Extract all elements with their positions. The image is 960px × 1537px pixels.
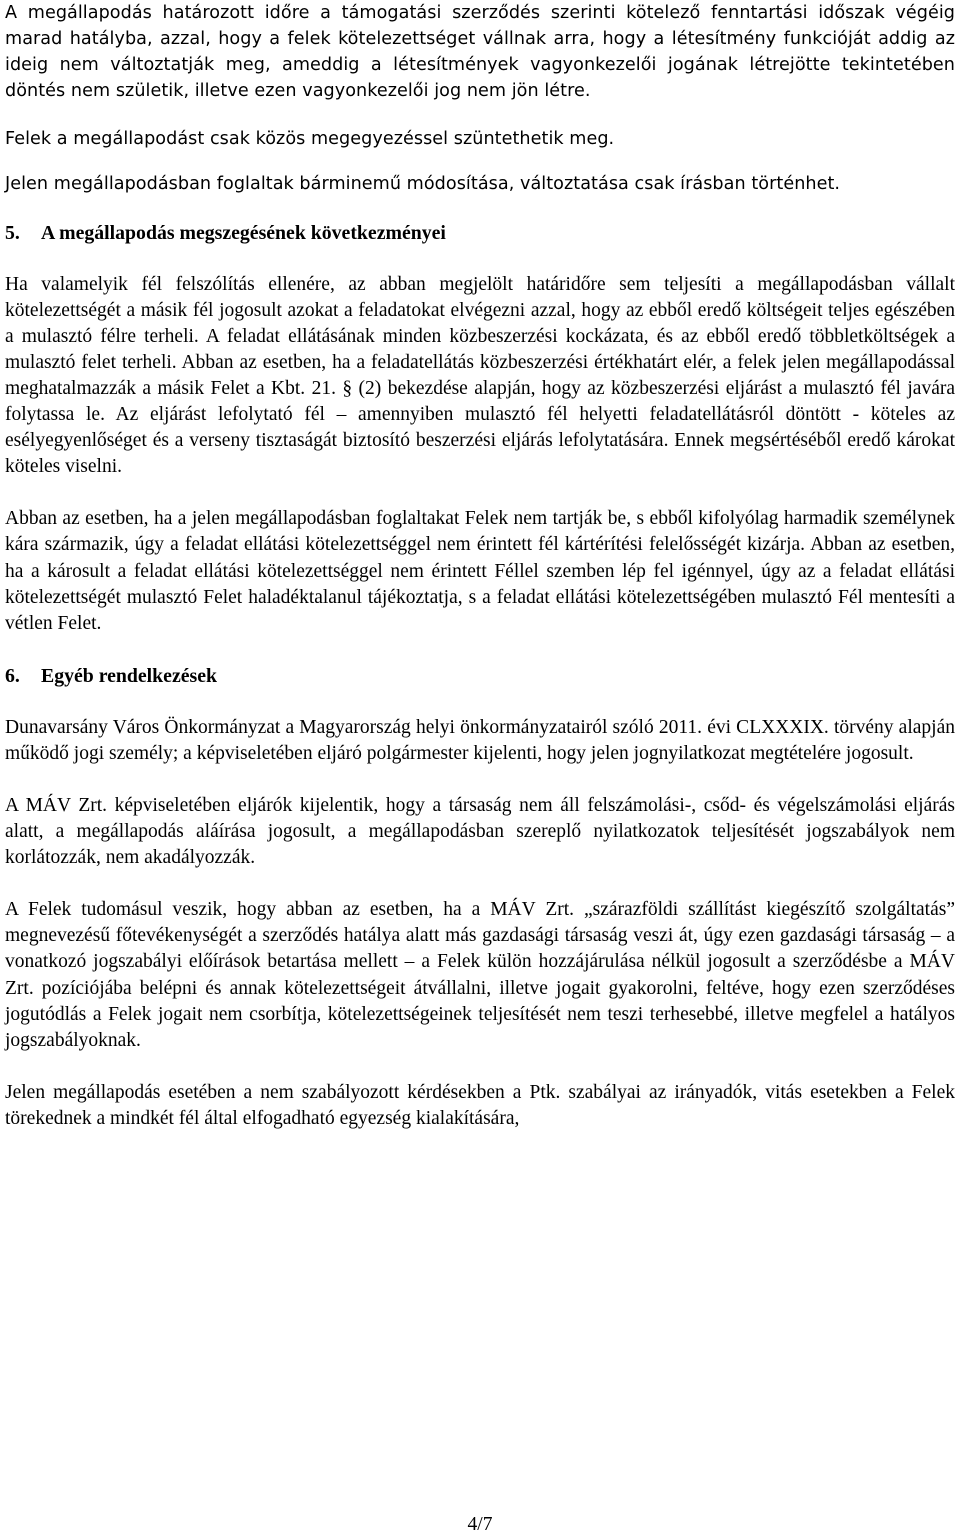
section-5-paragraph-1: Ha valamelyik fél felszólítás ellenére, az abban megjelölt határidőre sem teljesíti a megállapodásban vállalt kötelezettségét a másik fél jogosult azokat a feladatokat elvégezni azzal, hogy az ebből eredő költségeit teljes egészében a mulasztó félre terheli. A feladat ellátásának minden közbeszerzési kockázata, és az ebből eredő többletköltségek a mulasztó felet terheli. Abban az esetben, ha a feladatellátás közbeszerzési értékhatárt elér, a felek jelen megállapodással meghatalmazzák a másik Felet a Kbt. 21. § (2) bekezdése alapján, hogy az közbeszerzési eljárást a mulasztó fél javára folytassa le. Az eljárást lefolytató fél – amennyiben mulasztó fél helyetti feladatellátásról döntött - köteles az esélyegyenlőséget és a verseny tisztaságát biztosító beszerzési eljárás lefolytatására. Ennek megsértéséből eredő károkat köteles viselni. xyxy=(5,273,955,478)
section-5-number: 5. xyxy=(5,221,20,244)
intro-paragraph-1: A megállapodás határozott időre a támogatási szerződés szerinti kötelező fenntartási időszak végéig marad hatályba, azzal, hogy a felek kötelezettséget vállnak arra, hogy a létesítmény funkcióját addig az ideig nem változtatják meg, ameddig a létesítmények vagyonkezelői jogának létrejötte tekintetében döntés nem születik, illetve ezen vagyonkezelői jog nem jön létre. xyxy=(5,3,955,102)
intro-paragraph-2: Felek a megállapodást csak közös megegyezéssel szüntethetik meg. xyxy=(5,129,615,150)
section-5-title: A megállapodás megszegésének következményei xyxy=(41,221,446,244)
section-6-paragraph-4: Jelen megállapodás esetében a nem szabályozott kérdésekben a Ptk. szabályai az irányadók, vitás esetekben a Felek törekednek a mindkét fél által elfogadható egyezség kialakítására, xyxy=(5,1081,955,1129)
section-5-heading xyxy=(5,220,955,246)
document-page xyxy=(5,0,955,1132)
intro-paragraph-3: Jelen megállapodásban foglaltak bárminemű módosítása, változtatása csak írásban történhet. xyxy=(5,174,841,195)
page-number: 4/7 xyxy=(467,1514,493,1535)
section-6-heading xyxy=(5,663,955,689)
section-5-paragraph-2: Abban az esetben, ha a jelen megállapodásban foglaltakat Felek nem tartják be, s ebből kifolyólag harmadik személynek kára származik, úgy a feladat ellátási kötelezettséggel nem érintett fél kártérítési felelősségét kizárja. Abban az esetben, ha a károsult a feladat ellátási kötelezettséggel nem érintett Féllel szemben lép fel igénnyel, úgy az a feladat ellátási kötelezettségét mulasztó Felet haladéktalanul tájékoztatja, s a feladat ellátási kötelezettségében mulasztó Fél mentesíti a vétlen Felet. xyxy=(5,508,955,634)
section-6-title: Egyéb rendelkezések xyxy=(41,664,218,687)
section-6-paragraph-2: A MÁV Zrt. képviseletében eljárók kijelentik, hogy a társaság nem áll felszámolási-, csőd- és végelszámolási eljárás alatt, a megállapodás aláírása jogosult, a megállapodásban szereplő nyilatkozatok teljesítését jogszabályok nem korlátozzák, nem akadályozzák. xyxy=(5,794,955,869)
section-6-number: 6. xyxy=(5,664,20,687)
section-6-paragraph-3: A Felek tudomásul veszik, hogy abban az esetben, ha a MÁV Zrt. „szárazföldi szállítást kiegészítő szolgáltatás” megnevezésű főtevékenységét a szerződés hatálya alatt más gazdasági társaság veszi át, úgy ezen gazdasági társaság – a vonatkozó jogszabályi előírások betartása mellett – a Felek külön hozzájárulása nélkül jogosult a szerződésbe a MÁV Zrt. pozíciójába belépni és annak kötelezettségeit átvállalni, illetve jogait gyakorolni, feltéve, hogy ezen szerződéses jogutódlás a Felek jogait nem csorbítja, kötelezettségeinek teljesítését nem teszi terhesebbé, illetve megfelel a hatályos jogszabályoknak. xyxy=(5,899,955,1051)
section-6-paragraph-1: Dunavarsány Város Önkormányzat a Magyarország helyi önkormányzatairól szóló 2011. évi CLXXXIX. törvény alapján működő jogi személy; a képviseletében eljáró polgármester kijelenti, hogy jelen jognyilatkozat megtételére jogosult. xyxy=(5,716,955,764)
